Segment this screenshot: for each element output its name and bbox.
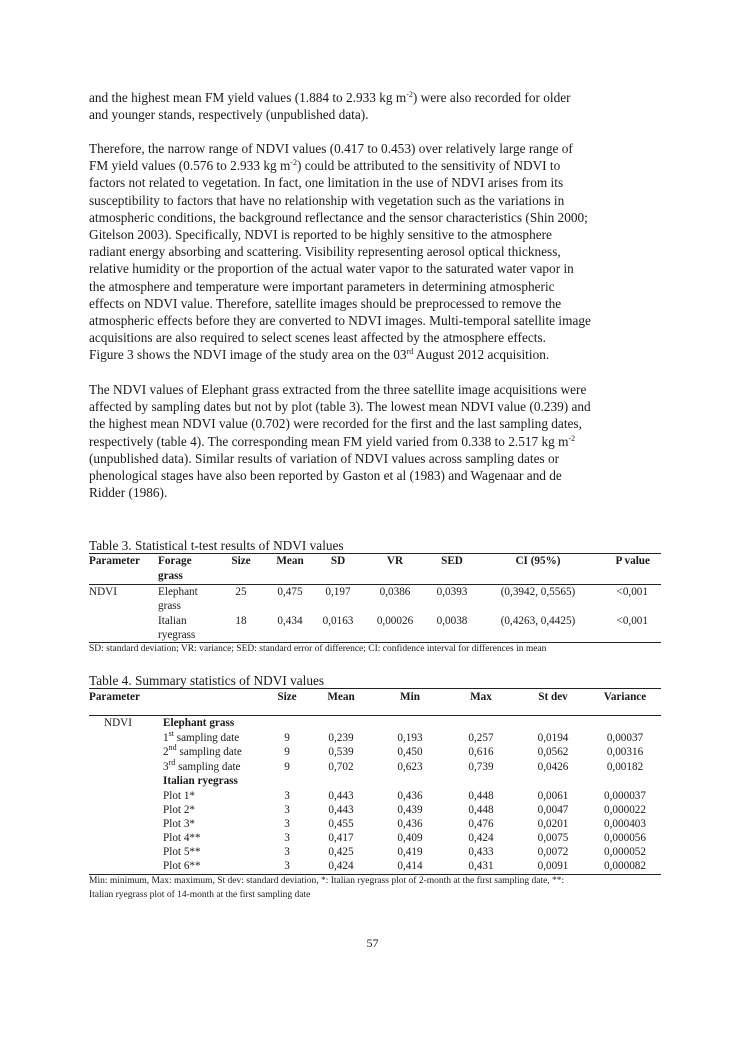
table4-cell-variance: 0,000403 [604,818,646,830]
table3-cell-pvalue: <0,001 [616,615,648,627]
table3-cell-ci: (0,4263, 0,4425) [500,615,576,627]
table4-cell-size: 3 [284,818,290,830]
table4-group-elephant: Elephant grass [163,717,235,729]
table3-cell-grass: Elephant [158,586,198,598]
table4-top-rule [89,688,661,689]
table3-cell-sed: 0,0038 [436,615,468,627]
table3-cell-ci: (0,3942, 0,5565) [500,586,576,598]
text-line: affected by sampling dates but not by plot (table 3). The lowest mean NDVI value (0.239) and [89,399,591,415]
text-line: FM yield values (0.576 to 2.933 kg $m^{-2}$) could be attributed to the sensitivity of NDVI to [89,158,561,174]
table4-cell-min: 0,419 [397,846,423,858]
text-line: (unpublished data). Similar results of variation of NDVI values across sampling dates or [89,450,560,466]
table4-cell-variance: 0,000082 [604,860,646,872]
table4-cell-max: 0,257 [468,732,494,744]
text-line: phenological stages have also been reported by Gaston et al (1983) and Wagenaar and de [89,468,562,484]
table3-caption: Table 3. Statistical t-test results of NDVI values [89,538,344,553]
table3-cell-grass-2: ryegrass [158,629,196,641]
table4-cell-label: Plot 3* [163,818,196,830]
table4-header-parameter: Parameter [89,691,140,703]
table4-header-variance: Variance [603,691,647,703]
table4-cell-stdev: 0,0426 [537,761,569,773]
text-line: Ridder (1986). [89,485,168,501]
table4-cell-min: 0,436 [397,790,423,802]
table3-cell-mean: 0,434 [277,615,303,627]
table4-cell-label: Plot 2* [163,804,196,816]
table4-cell-max: 0,433 [468,846,494,858]
table3-header-size: Size [231,555,251,567]
table4-cell-stdev: 0,0075 [537,832,569,844]
table3-cell-sed: 0,0393 [436,586,468,598]
table4-cell-min: 0,436 [397,818,423,830]
table3-cell-parameter: NDVI [89,586,117,598]
table3-cell-size: 25 [235,586,247,598]
table4-cell-size: 9 [284,732,290,744]
table4-group-italian: Italian ryegrass [163,775,238,787]
table4-cell-stdev: 0,0072 [537,846,569,858]
table4-cell-mean: 0,539 [328,746,354,758]
table4-cell-stdev: 0,0047 [537,804,569,816]
table4-cell-mean: 0,702 [328,761,354,773]
table4-cell-max: 0,424 [468,832,494,844]
table4-cell-label: 1st sampling date [163,729,240,744]
table4-cell-stdev: 0,0562 [537,746,569,758]
table3-footnote: SD: standard deviation; VR: variance; SED: standard error of difference; CI: confidence interval for differences in mean [89,644,547,654]
table3-header-forage: Forage [158,555,192,567]
text-line: effects on NDVI value. Therefore, satellite images should be preprocessed to remove the [89,295,562,311]
table4-cell-mean: 0,443 [328,804,354,816]
text-line: Therefore, the narrow range of NDVI values (0.417 to 0.453) over relatively large range of [89,141,573,156]
table3-cell-grass: Italian [158,615,187,627]
table4-cell-size: 9 [284,761,290,773]
table4-param-label: NDVI [104,717,132,729]
table4-cell-size: 9 [284,746,290,758]
table4-cell-size: 3 [284,804,290,816]
table4-cell-min: 0,623 [397,761,423,773]
table3-header-grass: grass [158,570,183,582]
table3-header-parameter: Parameter [89,555,140,567]
table4-cell-max: 0,448 [468,804,494,816]
table4-footnote-1: Min: minimum, Max: maximum, St dev: standard deviation, *: Italian ryegrass plot of 2-month at the first sampling date, **: [89,876,565,886]
text-line: factors not related to vegetation. In fact, one limitation in the use of NDVI arises from its [89,175,564,191]
table4-cell-mean: 0,443 [328,790,354,802]
table4-cell-max: 0,448 [468,790,494,802]
table4-cell-min: 0,193 [397,732,423,744]
table3-cell-size: 18 [235,615,247,627]
table3-header-sed: SED [441,555,463,567]
table3-cell-vr: 0,00026 [376,615,414,627]
table3-cell-sd: 0,0163 [322,615,354,627]
table4-cell-max: 0,431 [468,860,494,872]
table3-header-sd: SD [330,555,346,567]
table4-cell-label: 2nd sampling date [163,743,242,758]
table4-cell-label: Plot 5** [163,846,201,858]
table4-cell-label: 3rd sampling date [163,758,241,773]
text-line: Gitelson 2003). Specifically, NDVI is reported to be highly sensitive to the atmosphere [89,227,552,243]
table4-header-mean: Mean [327,691,355,703]
table3-header-ci: CI (95%) [515,555,561,567]
text-line: relative humidity or the proportion of the actual water vapor to the saturated water vapor in [89,261,574,277]
table3-cell-grass-2: grass [158,600,181,612]
table4-header-size: Size [277,691,297,703]
table4-cell-variance: 0,00182 [606,761,644,773]
table4-cell-variance: 0,000056 [604,832,646,844]
table4-cell-label: Plot 6** [163,860,201,872]
table4-cell-variance: 0,00316 [606,746,644,758]
paragraph-2 [89,140,661,364]
text-line: The NDVI values of Elephant grass extracted from the three satellite image acquisitions were [89,382,587,397]
table4-cell-max: 0,616 [468,746,494,758]
table4-cell-variance: 0,000052 [604,846,646,858]
table3-header-pvalue: P value [615,555,650,567]
table4-cell-min: 0,409 [397,832,423,844]
table4-cell-size: 3 [284,846,290,858]
table3-cell-vr: 0,0386 [379,586,411,598]
text-line: Figure 3 shows the NDVI image of the study area on the 03rd August 2012 acquisition. [89,347,550,363]
text-line: the atmosphere and temperature were important parameters in determining atmospheric [89,278,555,294]
table4-footnote-2: Italian ryegrass plot of 14-month at the first sampling date [89,890,311,900]
table4-cell-max: 0,739 [468,761,494,773]
paragraph-3 [89,381,661,501]
table4-cell-size: 3 [284,860,290,872]
table3-header-mean: Mean [276,555,304,567]
table4-caption: Table 4. Summary statistics of NDVI values [89,673,325,688]
paragraph-1 [89,89,661,123]
text-line: atmospheric effects before they are converted to NDVI images. Multi-temporal satellite image [89,313,591,329]
text-line: respectively (table 4). The corresponding mean FM yield varied from 0.338 to 2.517 kg $m^{-2}$ [89,433,576,449]
table3-cell-pvalue: <0,001 [616,586,648,598]
table4-cell-variance: 0,00037 [606,732,644,744]
table4-cell-min: 0,414 [397,860,423,872]
table3-cell-sd: 0,197 [325,586,351,598]
text-line: the highest mean NDVI value (0.702) were recorded for the first and the last sampling dates, [89,416,582,432]
table3-header-vr: VR [386,555,404,567]
text-line: radiant energy absorbing and scattering. Visibility representing aerosol optical thickness, [89,244,561,260]
table4-cell-size: 3 [284,832,290,844]
text-line: and younger stands, respectively (unpublished data). [89,107,369,123]
table4-cell-variance: 0,000037 [604,790,646,802]
table4-cell-mean: 0,455 [328,818,354,830]
table4-cell-stdev: 0,0061 [537,790,569,802]
text-line: susceptibility to factors that have no relationship with vegetation such as the variations in [89,192,565,208]
table4-cell-mean: 0,424 [328,860,354,872]
table4-cell-min: 0,439 [397,804,423,816]
table4-cell-stdev: 0,0194 [537,732,569,744]
table4-cell-variance: 0,000022 [604,804,646,816]
table4-cell-stdev: 0,0091 [537,860,569,872]
table4-cell-label: Plot 1* [163,790,196,802]
table4-header-min: Min [400,691,420,703]
table4-header-max: Max [470,691,492,703]
table3-cell-mean: 0,475 [277,586,303,598]
table4-header-stdev: St dev [538,691,568,703]
table4-cell-mean: 0,239 [328,732,354,744]
table4-cell-stdev: 0,0201 [537,818,569,830]
table4-cell-max: 0,476 [468,818,494,830]
text-line: acquisitions are also required to select scenes least affected by the atmosphere effects. [89,330,546,346]
table4-cell-mean: 0,417 [328,832,354,844]
text-line: and the highest mean FM yield values (1.884 to 2.933 kg $m^{-2}$) were also recorded for older [89,90,571,105]
page-number: 57 [366,936,379,950]
table4-cell-min: 0,450 [397,746,423,758]
table4-cell-size: 3 [284,790,290,802]
text-line: atmospheric conditions, the background reflectance and the sensor characteristics (Shin 2000; [89,209,588,225]
table4-cell-mean: 0,425 [328,846,354,858]
table4-cell-label: Plot 4** [163,832,201,844]
